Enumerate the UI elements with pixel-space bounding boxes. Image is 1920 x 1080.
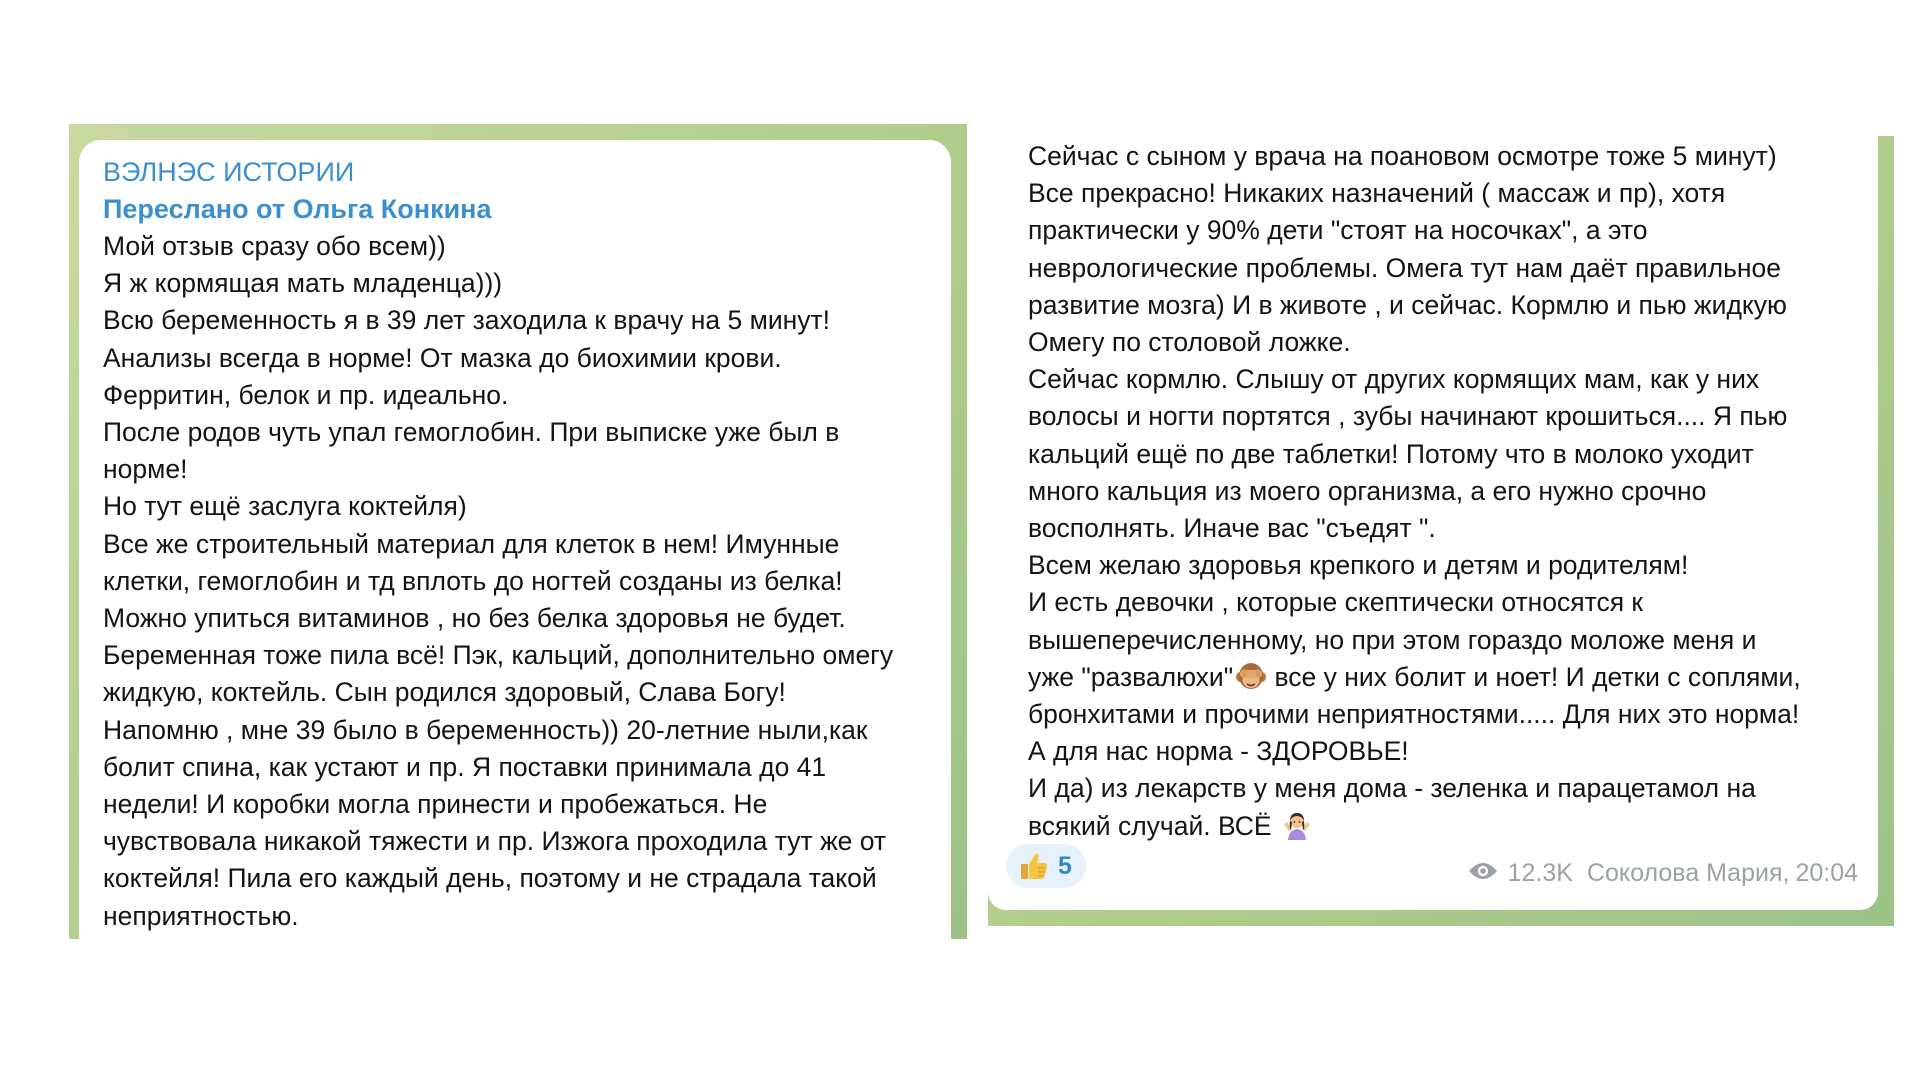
message-line: Напомню , мне 39 было в беременность)) 20-летние ныли,как bbox=[103, 714, 868, 745]
forwarded-prefix: Переслано от bbox=[103, 194, 286, 224]
message-line: волосы и ногти портятся , зубы начинают крошиться.... Я пью bbox=[1028, 401, 1788, 432]
views-count: 12.3K bbox=[1507, 859, 1573, 887]
post-time: 20:04 bbox=[1795, 859, 1858, 887]
message-line: И да) из лекарств у меня дома - зеленка и парацетамол на bbox=[1028, 773, 1756, 804]
left-message-bubble bbox=[79, 140, 951, 939]
message-line: Мой отзыв сразу обо всем)) bbox=[103, 231, 446, 261]
right-chat-screenshot bbox=[988, 136, 1894, 926]
message-line: Сейчас кормлю. Слышу от других кормящих мам, как у них bbox=[1028, 364, 1760, 395]
message-line: Беременная тоже пила всё! Пэк, кальций, дополнительно омегу bbox=[103, 640, 894, 671]
message-line: И есть девочки , которые скептически относятся к bbox=[1028, 587, 1644, 618]
message-line: жидкую, коктейль. Сын родился здоровый, Слава Богу! bbox=[103, 677, 786, 708]
message-line: Анализы всегда в норме! От мазка до биохимии крови. bbox=[103, 342, 782, 373]
channel-name[interactable]: ВЭЛНЭС ИСТОРИИ bbox=[103, 157, 355, 187]
message-segment: уже "развалюхи" bbox=[1028, 661, 1234, 692]
message-line: Все прекрасно! Никаких назначений ( массаж и пр), хотя bbox=[1028, 178, 1726, 209]
message-segment: все у них болит и ноет! И детки с соплями, bbox=[1267, 661, 1801, 692]
message-line: кальций ещё по две таблетки! Потому что в молоко уходит bbox=[1028, 438, 1754, 469]
message-line: Но тут ещё заслуга коктейля) bbox=[103, 491, 467, 522]
message-line: клетки, гемоглобин и тд вплоть до ногтей созданы из белка! bbox=[103, 565, 843, 596]
forwarded-from[interactable] bbox=[103, 191, 927, 228]
message-segment: всякий случай. ВСЁ bbox=[1028, 810, 1279, 841]
post-author: Соколова Мария, bbox=[1586, 859, 1790, 887]
message-line: практически у 90% дети "стоят на носочках", а это bbox=[1028, 215, 1648, 246]
message-line: чувствовала никакой тяжести и пр. Изжога проходила тут же от bbox=[103, 826, 887, 857]
woman-shrugging-emoji-icon bbox=[1281, 809, 1313, 841]
message-meta bbox=[1468, 859, 1858, 888]
message-line: Можно упиться витаминов , но без белка здоровья не будет. bbox=[103, 603, 846, 634]
left-message-text bbox=[103, 228, 927, 935]
message-line: После родов чуть упал гемоглобин. При выписке уже был в bbox=[103, 417, 840, 448]
right-message-text bbox=[1028, 138, 1854, 845]
message-line: болит спина, как устают и пр. Я поставки принимала до 41 bbox=[103, 751, 827, 782]
message-line-with-emoji bbox=[1028, 659, 1854, 696]
message-line: Ферритин, белок и пр. идеально. bbox=[103, 379, 509, 410]
message-line: Всем желаю здоровья крепкого и детям и родителям! bbox=[1028, 550, 1689, 581]
message-line: Всю беременность я в 39 лет заходила к врачу на 5 минут! bbox=[103, 305, 831, 336]
message-line: много кальция из моего организма, а его нужно срочно bbox=[1028, 475, 1707, 506]
message-line: бронхитами и прочими неприятностями..... Для них это норма! bbox=[1028, 699, 1800, 730]
message-line: Сейчас с сыном у врача на поановом осмотре тоже 5 минут) bbox=[1028, 141, 1777, 171]
message-line: неприятностью. bbox=[103, 900, 299, 931]
message-line: восполнять. Иначе вас "съедят ". bbox=[1028, 513, 1436, 544]
message-line: недели! И коробки могла принести и пробежаться. Не bbox=[103, 789, 768, 820]
left-chat-screenshot bbox=[69, 124, 967, 939]
message-line: неврологические проблемы. Омега тут нам даёт правильное bbox=[1028, 252, 1782, 283]
message-line: Омегу по столовой ложке. bbox=[1028, 327, 1351, 358]
message-line: вышеперечисленному, но при этом гораздо моложе меня и bbox=[1028, 624, 1757, 655]
message-line: Все же строительный материал для клеток в нем! Имунные bbox=[103, 528, 840, 559]
message-line: норме! bbox=[103, 454, 188, 485]
eye-icon bbox=[1468, 859, 1498, 888]
forwarded-author[interactable]: Ольга Конкина bbox=[292, 194, 492, 224]
reaction-count: 5 bbox=[1058, 851, 1072, 880]
message-line-last bbox=[1028, 808, 1854, 845]
message-footer bbox=[1006, 844, 1858, 890]
thumbs-up-icon bbox=[1018, 850, 1050, 882]
message-line: Я ж кормящая мать младенца))) bbox=[103, 268, 503, 299]
right-message-bubble bbox=[988, 136, 1878, 910]
reaction-thumbs-up[interactable] bbox=[1006, 844, 1086, 888]
message-line: А для нас норма - ЗДОРОВЬЕ! bbox=[1028, 736, 1409, 767]
see-no-evil-monkey-emoji-icon bbox=[1235, 660, 1267, 692]
message-line: коктейля! Пила его каждый день, поэтому и не страдала такой bbox=[103, 863, 877, 894]
message-line: развитие мозга) И в животе , и сейчас. Кормлю и пью жидкую bbox=[1028, 289, 1787, 320]
